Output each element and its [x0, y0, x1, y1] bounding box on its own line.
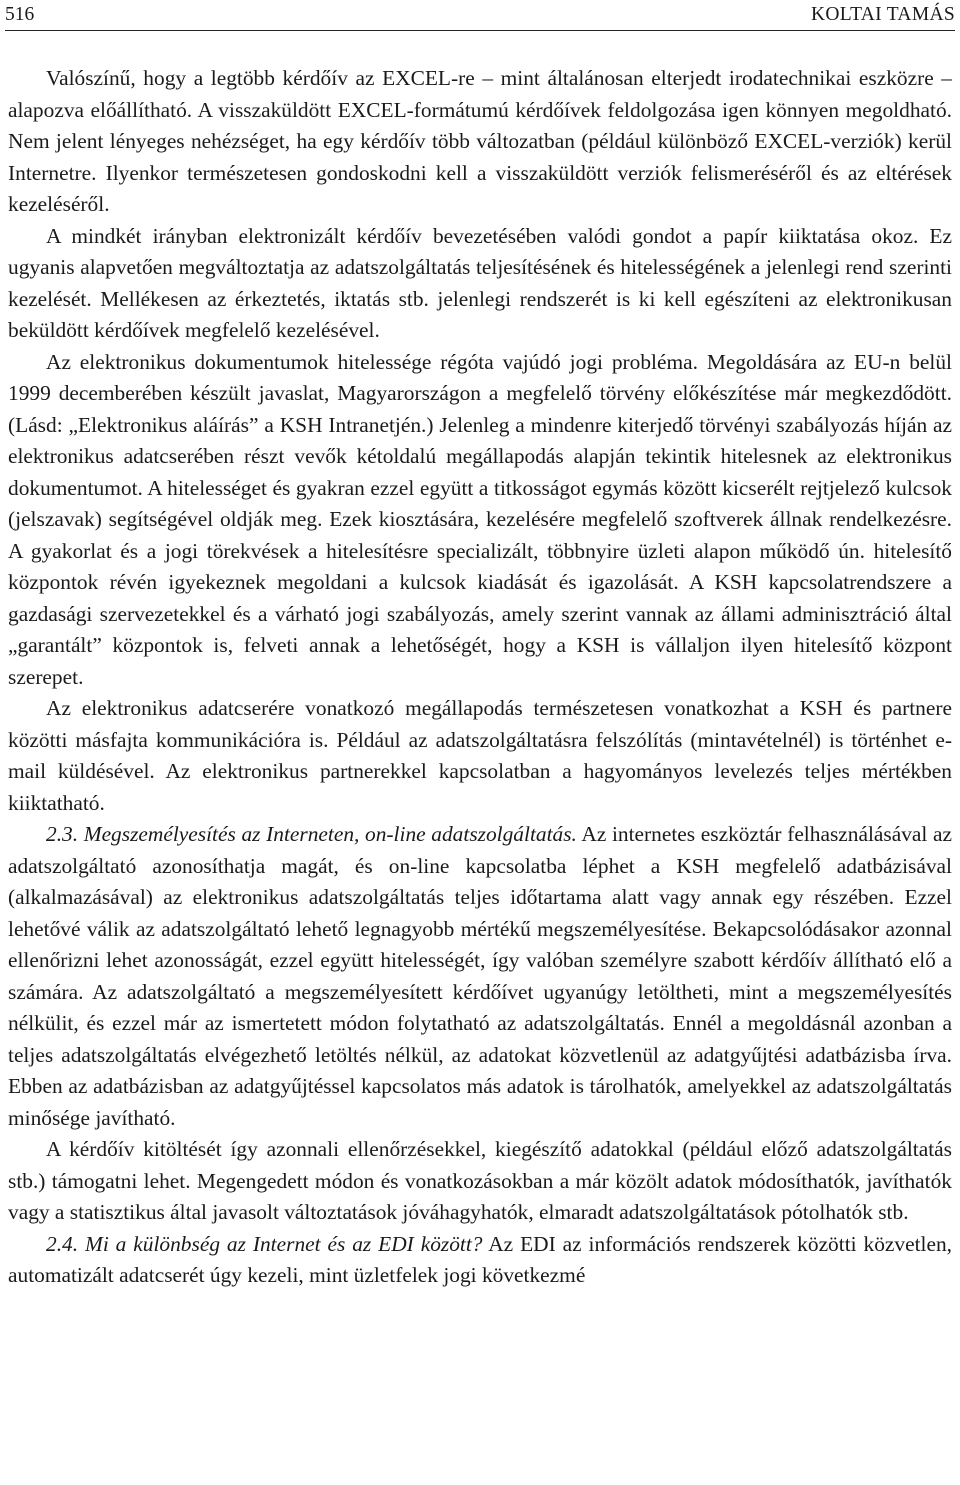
paragraph: A kérdőív kitöltését így azonnali ellenőrzésekkel, kiegészítő adatokkal (például előző adatszolgáltatás stb.) támogatni lehet. Megengedett módon és vonatkozásokban a már közölt adatok módosíthatók, javíthatók vagy a statisztikus által javasolt változtatások jóváhagyhatók, elmaradt adatszolgáltatások pótolhatók stb. — [8, 1137, 952, 1224]
section-heading: 2.4. Mi a különbség az Internet és az EDI között? — [46, 1231, 483, 1256]
paragraph: Az elektronikus dokumentumok hitelessége régóta vajúdó jogi probléma. Megoldására az EU-n belül 1999 decemberében készült javaslat, Magyarországon a megfelelő törvény előkészítése már megkezdődött. (Lásd: „Elektronikus aláírás” a KSH Intranetjén.) Jelenleg a mindenre kiterjedő törvényi szabályozás híján az elektronikus adatcserében részt vevők kétoldalú megállapodás alapján tekintik hitelesnek az elektronikus dokumentumot. A hitelességet és gyakran ezzel együtt a titkosságot egymás között kicserélt rejtjelező kulcsok (jelszavak) segítségével oldják meg. Ezek kiosztására, kezelésére megfelelő szoftverek állnak rendelkezésre. A gyakorlat és a jogi törekvések a hitelesítésre specializált, többnyire üzleti alapon működő ún. hitelesítő központok révén igyekeznek megoldani a kulcsok kiadását és igazolását. A KSH kapcsolatrendszere a gazdasági szervezetekkel és a várható jogi szabályozás, amely szerint vannak az állami adminisztráció által „garantált” központok is, felveti annak a lehetőségét, hogy a KSH is vállaljon ilyen hitelesítő központ szerepet. — [8, 349, 952, 689]
body-text — [8, 63, 952, 1292]
paragraph: Az elektronikus adatcserére vonatkozó megállapodás természetesen vonatkozhat a KSH és partnere közötti másfajta kommunikációra is. Például az adatszolgáltatásra felszólítás (mintavételnél) is történhet e-mail küldésével. Az elektronikus partnerekkel kapcsolatban a hagyományos levelezés teljes mértékben kiiktatható. — [8, 696, 952, 815]
section-paragraph — [8, 819, 952, 1134]
paragraph: Valószínű, hogy a legtöbb kérdőív az EXCEL-re – mint általánosan elterjedt irodatechnikai eszközre – alapozva előállítható. A visszaküldött EXCEL-formátumú kérdőívek feldolgozása igen könnyen megoldható. Nem jelent lényeges nehézséget, ha egy kérdőív több változatban (például különböző EXCEL-verziók) kerül Internetre. Ilyenkor természetesen gondoskodni kell a visszaküldött verziók felismeréséről és az eltérések kezeléséről. — [8, 66, 952, 216]
section-heading: 2.3. Megszemélyesítés az Interneten, on-line adatszolgáltatás. — [46, 822, 577, 846]
section-text: Az internetes eszköztár felhasználásával az adatszolgáltató azonosíthatja magát, és on-line kapcsolatba léphet a KSH megfelelő adatbázisával (alkalmazásával) az elektronikus adatszolgáltatás teljes időtartama alatt vagy annak egy részében. Ezzel lehetővé válik az adatszolgáltató lehető legnagyobb mértékű megszemélyesítése. Bekapcsolódásakor azonnal ellenőrizni lehet azonosságát, ezzel együtt hitelességét, így valóban személyre szabott kérdőív állítható elő a számára. Az adatszolgáltató a megszemélyesített kérdőívet ugyanúgy letöltheti, mint a megszemélyesítés nélkülit, és ezzel már az ismertetett módon folytatható az adatszolgáltatás. Ennél a megoldásnál azonban a teljes adatszolgáltatás elvégezhető letöltés nélkül, az adatokat közvetlenül az adatgyűjtési adatbázisba írva. Ebben az adatbázisban az adatgyűjtéssel kapcsolatos más adatok is tárolhatók, amelyekkel az adatszolgáltatás minősége javítható. — [8, 822, 952, 1130]
section-paragraph — [8, 1229, 952, 1292]
page-number: 516 — [5, 4, 35, 25]
section-text: Az EDI az információs rendszerek közötti közvetlen, automatizált adatcserét úgy kezeli, mint üzletfelek jogi következmé — [8, 1231, 952, 1287]
page-header — [5, 2, 955, 31]
running-head-author: KOLTAI TAMÁS — [810, 4, 955, 25]
paragraph: A mindkét irányban elektronizált kérdőív bevezetésében valódi gondot a papír kiiktatása okoz. Ez ugyanis alapvetően megváltoztatja az adatszolgáltatás teljesítésének és hitelességének a jelenlegi rend szerinti kezelését. Mellékesen az érkeztetés, iktatás stb. jelenlegi rendszerét is ki kell egészíteni az elektronikusan beküldött kérdőívek megfelelő kezelésével. — [8, 223, 952, 342]
